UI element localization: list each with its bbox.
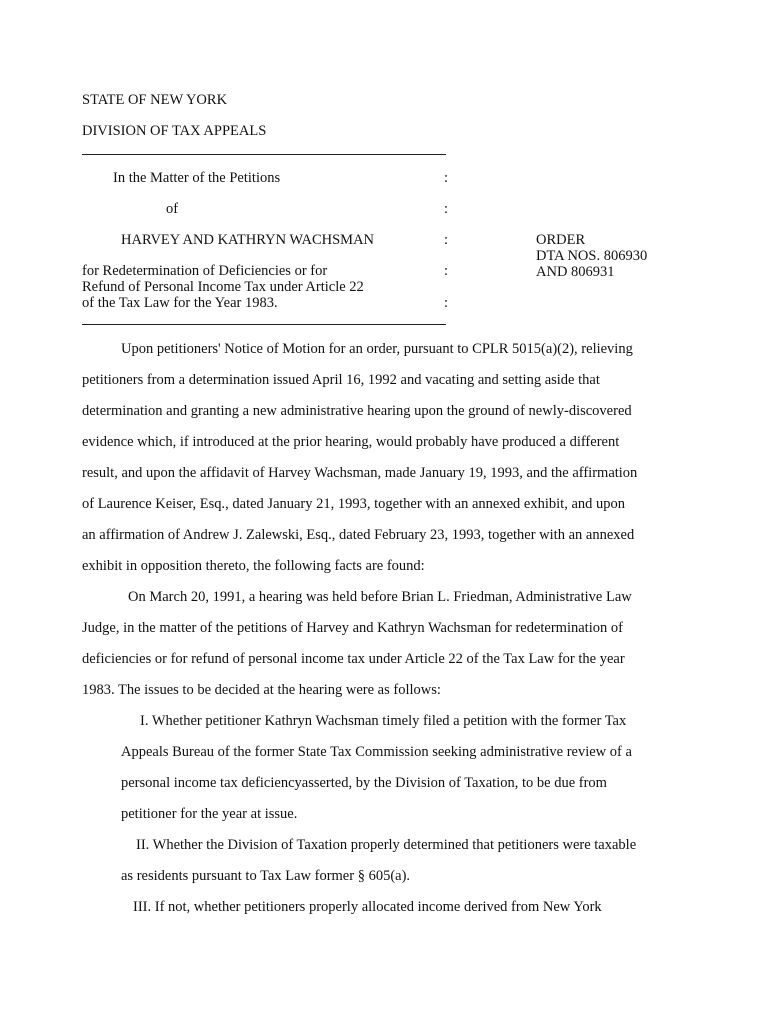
issue-line: II. Whether the Division of Taxation properly determined that petitioners were taxable: [136, 837, 637, 853]
body-line: evidence which, if introduced at the prior hearing, would probably have produced a different: [82, 434, 620, 450]
caption-colon: :: [444, 295, 449, 311]
dta-numbers-line1: DTA NOS. 806930: [536, 248, 648, 264]
body-line: result, and upon the affidavit of Harvey Wachsman, made January 19, 1993, and the affirmation: [82, 465, 638, 481]
body-line: an affirmation of Andrew J. Zalewski, Esq., dated February 23, 1993, together with an annexed: [82, 527, 635, 543]
caption-colon: :: [444, 263, 449, 279]
caption-colon: :: [444, 232, 449, 248]
body-line: exhibit in opposition thereto, the following facts are found:: [82, 558, 425, 574]
caption-petitioners: HARVEY AND KATHRYN WACHSMAN: [121, 232, 375, 248]
caption-top-rule: [82, 154, 446, 155]
body-line: determination and granting a new administrative hearing upon the ground of newly-discovered: [82, 403, 632, 419]
caption-bottom-rule: [82, 324, 446, 325]
caption-colon: :: [444, 201, 449, 217]
body-line: Upon petitioners' Notice of Motion for an order, pursuant to CPLR 5015(a)(2), relieving: [121, 341, 633, 357]
caption-purpose-line: of the Tax Law for the Year 1983.: [82, 295, 278, 311]
caption-purpose-line: Refund of Personal Income Tax under Article 22: [82, 279, 364, 295]
caption-purpose-line: for Redetermination of Deficiencies or for: [82, 263, 328, 279]
order-block: [536, 232, 647, 280]
body-line: petitioners from a determination issued April 16, 1992 and vacating and setting aside that: [82, 372, 600, 388]
issue-line: personal income tax deficiencyasserted, by the Division of Taxation, to be due from: [121, 775, 607, 791]
body-line: of Laurence Keiser, Esq., dated January 21, 1993, together with an annexed exhibit, and upon: [82, 496, 625, 512]
caption-colon: :: [444, 170, 449, 186]
body-line: 1983. The issues to be decided at the hearing were as follows:: [82, 682, 441, 698]
caption-purpose: [82, 263, 364, 311]
body-line: On March 20, 1991, a hearing was held before Brian L. Friedman, Administrative Law: [128, 589, 632, 605]
issue-line: Appeals Bureau of the former State Tax Commission seeking administrative review of a: [121, 744, 632, 760]
body-line: Judge, in the matter of the petitions of Harvey and Kathryn Wachsman for redetermination of: [82, 620, 623, 636]
issue-line: as residents pursuant to Tax Law former § 605(a).: [121, 868, 411, 884]
issue-line: I. Whether petitioner Kathryn Wachsman timely filed a petition with the former Tax: [140, 713, 627, 729]
caption-of: of: [166, 201, 179, 217]
order-title: ORDER: [536, 232, 586, 248]
dta-numbers-line2: AND 806931: [536, 264, 615, 280]
state-heading: STATE OF NEW YORK: [82, 92, 228, 108]
caption-in-the-matter: In the Matter of the Petitions: [113, 170, 281, 186]
issue-line: III. If not, whether petitioners properly allocated income derived from New York: [133, 899, 602, 915]
body-line: deficiencies or for refund of personal income tax under Article 22 of the Tax Law for the year: [82, 651, 625, 667]
division-heading: DIVISION OF TAX APPEALS: [82, 123, 267, 139]
issue-line: petitioner for the year at issue.: [121, 806, 298, 822]
